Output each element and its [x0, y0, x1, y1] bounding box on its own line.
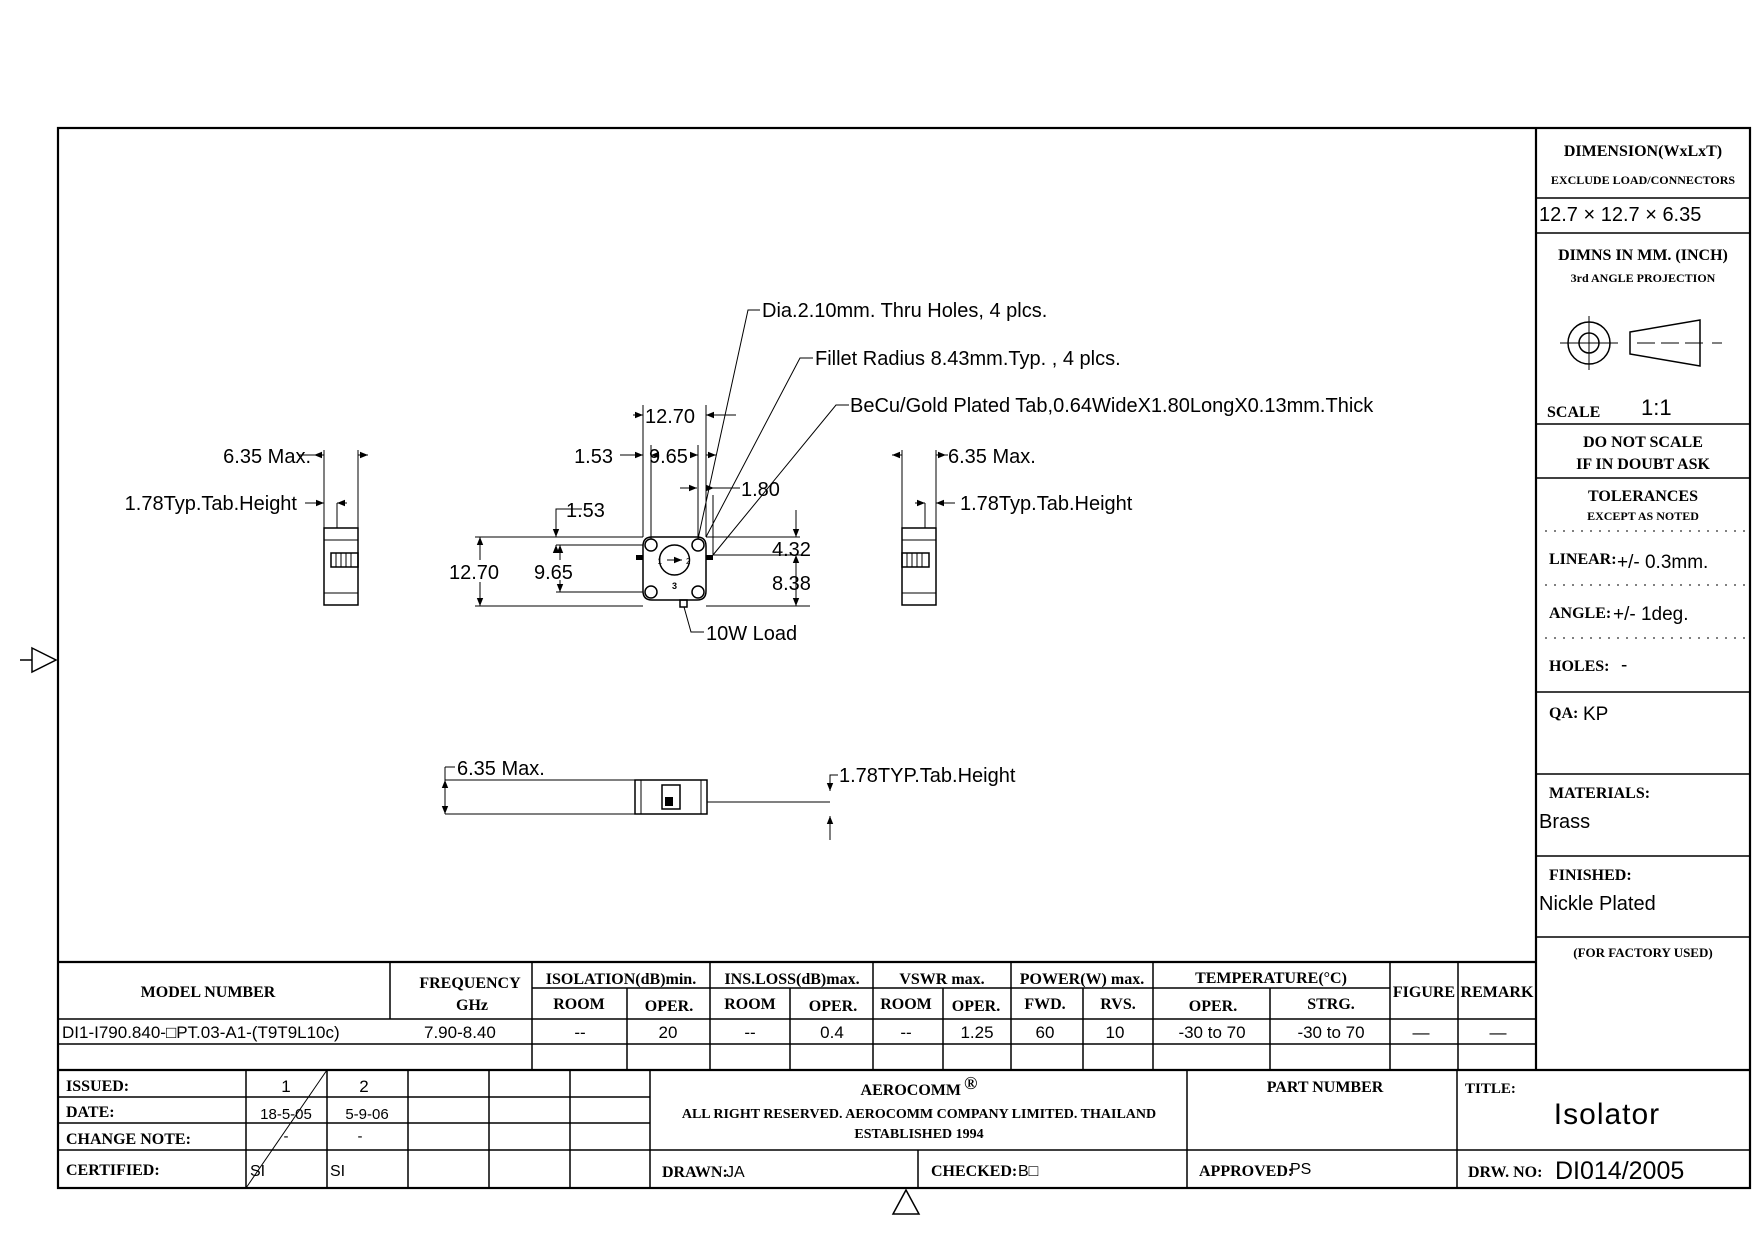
date-label: DATE:	[66, 1104, 115, 1121]
checked-label: CHECKED:	[931, 1163, 1018, 1180]
col-frequency: FREQUENCY	[419, 975, 521, 992]
cell-model: DI1-I790.840-□PT.03-A1-(T9T9L10c)	[62, 1023, 340, 1042]
cell-iso-room: --	[574, 1023, 586, 1042]
col-frequency-unit: GHz	[456, 997, 488, 1014]
issued-label: ISSUED:	[66, 1078, 130, 1095]
side-view-right	[892, 450, 955, 605]
dim-width-top: 12.70	[645, 406, 696, 428]
do-not-scale-line1: DO NOT SCALE	[1583, 434, 1703, 451]
col-ins-oper: OPER.	[808, 998, 858, 1015]
cell-power-rvs: 10	[1105, 1023, 1125, 1042]
certified-1: SI	[250, 1163, 266, 1180]
drawn-label: DRAWN:	[662, 1164, 728, 1181]
linear-value: +/- 0.3mm.	[1617, 552, 1709, 573]
dim-hole-spacing-h: 9.65	[649, 446, 688, 468]
cell-figure: —	[1412, 1023, 1430, 1042]
tolerances-except: EXCEPT AS NOTED	[1587, 509, 1699, 523]
dim-tab-to-bottom: 8.38	[772, 573, 811, 595]
dim-bottom-max: 6.35 Max.	[457, 758, 545, 780]
date-1: 18-5-05	[260, 1106, 312, 1123]
rights-notice: ALL RIGHT RESERVED. AEROCOMM COMPANY LIMITED. THAILAND	[681, 1107, 1157, 1122]
issue-1: 1	[281, 1077, 291, 1096]
holes-label: HOLES:	[1549, 658, 1610, 675]
cell-vswr-oper: 1.25	[960, 1023, 994, 1042]
dim-left-tab-height: 1.78Typ.Tab.Height	[124, 493, 297, 515]
cell-frequency: 7.90-8.40	[424, 1023, 496, 1042]
note-thru-holes: Dia.2.10mm. Thru Holes, 4 plcs.	[762, 300, 1048, 322]
certified-2: SI	[330, 1163, 346, 1180]
cell-ins-room: --	[744, 1023, 756, 1042]
dimension-title: DIMENSION(WxLxT)	[1563, 143, 1723, 160]
col-figure: FIGURE	[1392, 984, 1456, 1001]
centering-mark-left	[32, 648, 56, 672]
third-angle-projection-symbol	[1560, 316, 1722, 370]
finished-value: Nickle Plated	[1539, 893, 1656, 915]
drawn-value: JA	[726, 1164, 745, 1181]
cell-iso-oper: 20	[658, 1023, 678, 1042]
tolerances-title: TOLERANCES	[1588, 488, 1698, 505]
checked-value: B□	[1018, 1163, 1039, 1180]
port-2-label: 2	[686, 557, 691, 566]
holes-value: -	[1621, 655, 1628, 676]
col-isolation: ISOLATION(dB)min.	[545, 971, 697, 988]
established-notice: ESTABLISHED 1994	[854, 1127, 984, 1142]
col-ins-room: ROOM	[724, 996, 776, 1013]
cell-power-fwd: 60	[1035, 1023, 1055, 1042]
dim-hole-spacing-v: 9.65	[534, 562, 573, 584]
materials-label: MATERIALS:	[1549, 785, 1651, 802]
col-vswr-oper: OPER.	[951, 998, 1001, 1015]
dim-hole-offset-h: 1.53	[574, 446, 613, 468]
col-model-number: MODEL NUMBER	[140, 984, 276, 1001]
col-temp-strg: STRG.	[1307, 996, 1355, 1013]
linear-label: LINEAR:	[1549, 551, 1617, 568]
col-iso-oper: OPER.	[644, 998, 694, 1015]
dim-bottom-tab-height: 1.78TYP.Tab.Height	[839, 765, 1016, 787]
dim-height-left: 12.70	[449, 562, 500, 584]
drawing-number: DI014/2005	[1555, 1157, 1685, 1185]
dim-tab-offset: 4.32	[772, 539, 811, 561]
col-iso-room: ROOM	[553, 996, 605, 1013]
qa-label: QA:	[1549, 705, 1579, 722]
port-3-label: 3	[672, 581, 678, 591]
col-insertion-loss: INS.LOSS(dB)max.	[724, 971, 860, 988]
port-1-label: 1	[657, 557, 662, 566]
col-remark: REMARK	[1460, 984, 1534, 1001]
dimension-value: 12.7 × 12.7 × 6.35	[1539, 204, 1702, 226]
cell-remark: —	[1489, 1023, 1507, 1042]
table-row	[62, 1023, 1507, 1042]
title-label: TITLE:	[1465, 1081, 1516, 1097]
side-view-left	[298, 450, 368, 605]
change-note-1: -	[283, 1128, 289, 1145]
change-note-2: -	[357, 1128, 363, 1145]
dim-right-tab-height: 1.78Typ.Tab.Height	[960, 493, 1133, 515]
date-2: 5-9-06	[345, 1106, 389, 1123]
drawing-title: Isolator	[1553, 1098, 1661, 1131]
dim-tab-length: 1.80	[741, 479, 780, 501]
factory-used-label: (FOR FACTORY USED)	[1573, 945, 1713, 960]
note-load: 10W Load	[706, 623, 798, 645]
cell-temp-strg: -30 to 70	[1297, 1023, 1365, 1042]
issue-2: 2	[359, 1077, 369, 1096]
qa-value: KP	[1583, 704, 1609, 725]
dim-right-max: 6.35 Max.	[948, 446, 1036, 468]
cell-ins-oper: 0.4	[820, 1023, 844, 1042]
col-power-fwd: FWD.	[1024, 996, 1066, 1013]
company-name	[861, 1073, 978, 1099]
cell-temp-oper: -30 to 70	[1178, 1023, 1246, 1042]
dimns-title: DIMNS IN MM. (INCH)	[1558, 247, 1728, 264]
approved-label: APPROVED:	[1199, 1163, 1294, 1180]
col-power: POWER(W) max.	[1019, 971, 1145, 988]
note-fillet-radius: Fillet Radius 8.43mm.Typ. , 4 plcs.	[815, 348, 1121, 370]
col-vswr: VSWR max.	[899, 971, 985, 988]
change-note-label: CHANGE NOTE:	[66, 1131, 191, 1148]
dim-hole-offset-v: 1.53	[566, 500, 605, 522]
scale-label: SCALE	[1547, 404, 1601, 421]
angle-label: ANGLE:	[1549, 605, 1612, 622]
cell-vswr-room: --	[900, 1023, 912, 1042]
scale-value: 1:1	[1641, 395, 1672, 420]
company-name-text: AEROCOMM	[860, 1082, 961, 1099]
note-tab-spec: BeCu/Gold Plated Tab,0.64WideX1.80LongX0.13mm.Thick	[850, 395, 1374, 417]
centering-mark-bottom	[893, 1190, 919, 1214]
col-temperature: TEMPERATURE(°C)	[1195, 970, 1347, 987]
col-power-rvs: RVS.	[1100, 996, 1136, 1013]
finished-label: FINISHED:	[1549, 867, 1632, 884]
certified-label: CERTIFIED:	[66, 1162, 160, 1179]
col-vswr-room: ROOM	[880, 996, 932, 1013]
dim-left-max: 6.35 Max.	[223, 446, 311, 468]
do-not-scale-line2: IF IN DOUBT ASK	[1576, 456, 1710, 473]
angle-value: +/- 1deg.	[1613, 604, 1689, 625]
projection-label: 3rd ANGLE PROJECTION	[1570, 271, 1716, 285]
isolator-front-view	[636, 537, 713, 607]
col-temp-oper: OPER.	[1188, 998, 1238, 1015]
registered-mark: ®	[963, 1073, 978, 1093]
materials-value: Brass	[1539, 811, 1591, 833]
part-number-label: PART NUMBER	[1266, 1079, 1384, 1096]
dimension-subtitle: EXCLUDE LOAD/CONNECTORS	[1550, 173, 1736, 187]
drawing-number-label: DRW. NO:	[1468, 1164, 1543, 1181]
approved-value: PS	[1290, 1161, 1312, 1178]
